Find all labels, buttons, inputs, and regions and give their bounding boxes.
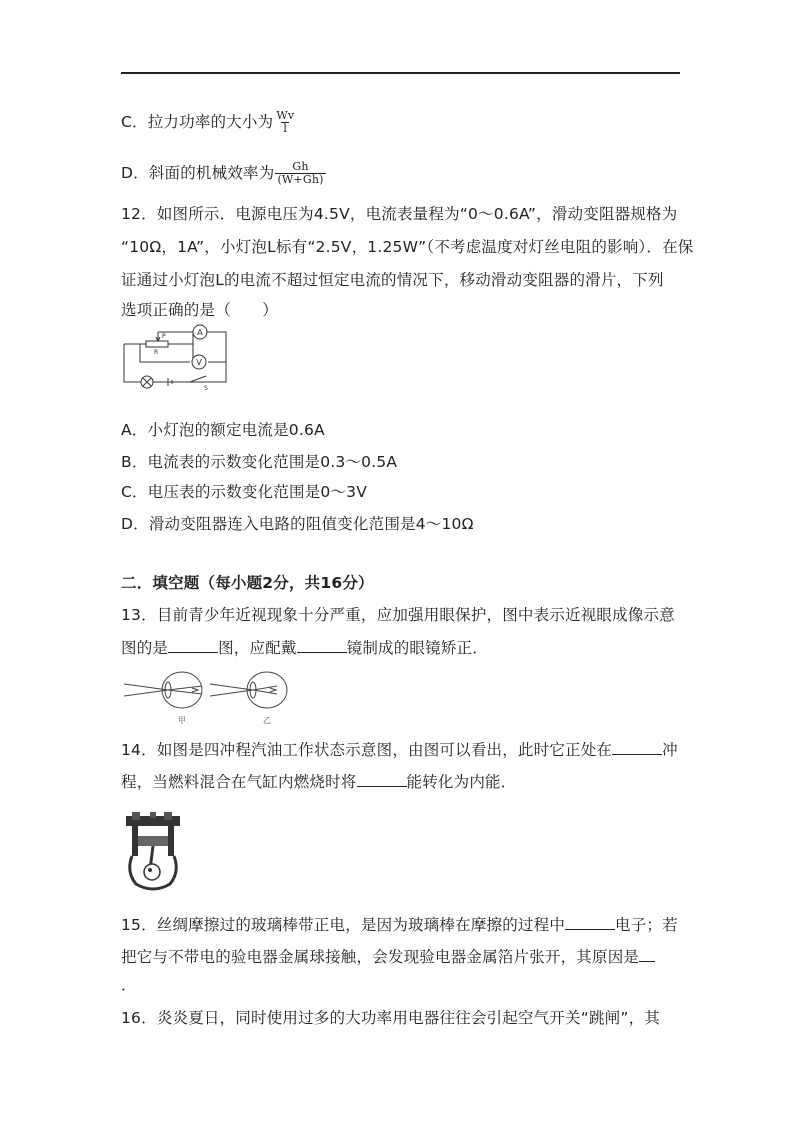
section-heading: 二．填空题（每小题2分，共16分） — [121, 574, 374, 592]
q12-option-d: D．滑动变阻器连入电路的阻值变化范围是4～10Ω — [121, 515, 474, 533]
q12-option-a: A．小灯泡的额定电流是0.6A — [121, 421, 325, 439]
text: 电子；若 — [615, 916, 678, 934]
option-text: C．拉力功率的大小为 — [121, 113, 274, 131]
q14-line-2 — [121, 772, 516, 792]
fraction — [275, 161, 325, 186]
answer-blank[interactable] — [639, 947, 655, 962]
ammeter-label: A — [197, 328, 203, 337]
q12-line-3: 证通过小灯泡L的电流不超过恒定电流的情况下，移动滑动变阻器的滑片，下列 — [121, 271, 664, 289]
eye-diagrams — [122, 668, 307, 728]
q16-line-1: 16．炎炎夏日，同时使用过多的大功率用电器往往会引起空气开关“跳闸”，其 — [121, 1009, 660, 1027]
text: 程，当燃料混合在气缸内燃烧时将 — [121, 773, 357, 791]
voltmeter-label: V — [196, 358, 202, 367]
text: 把它与不带电的验电器金属球接触，会发现验电器金属箔片张开，其原因是 — [121, 948, 640, 966]
slider-label: P — [162, 333, 166, 340]
answer-blank[interactable] — [565, 915, 615, 930]
fraction-denominator: l — [283, 122, 288, 135]
q12-option-b: B．电流表的示数变化范围是0.3～0.5A — [121, 453, 398, 471]
answer-blank[interactable] — [168, 638, 218, 653]
q15-line-1 — [121, 915, 678, 935]
q13-line-2 — [121, 638, 488, 658]
text: 冲 — [662, 741, 678, 759]
q12-option-c: C．电压表的示数变化范围是0～3V — [121, 483, 368, 501]
text: 14．如图是四冲程汽油工作状态示意图，由图可以看出，此时它正处在 — [121, 741, 613, 759]
q14-line-1 — [121, 740, 678, 760]
q15-line-3: ． — [121, 976, 137, 994]
text: 镜制成的眼镜矫正． — [346, 639, 488, 657]
text: 15．丝绸摩擦过的玻璃棒带正电，是因为玻璃棒在摩擦的过程中 — [121, 916, 566, 934]
fraction — [274, 110, 296, 135]
q11-option-d — [121, 161, 326, 186]
figure-label-right: 乙 — [263, 716, 271, 725]
rheostat-label: R — [154, 349, 159, 356]
answer-blank[interactable] — [297, 638, 347, 653]
circuit-diagram — [118, 324, 238, 392]
switch-label: S — [204, 385, 208, 392]
option-text: D．斜面的机械效率为 — [121, 164, 275, 182]
q12-line-4: 选项正确的是（ ） — [121, 301, 279, 319]
fraction-denominator: (W+Gh) — [277, 173, 324, 186]
text: 能转化为内能． — [406, 773, 517, 791]
figure-label-left: 甲 — [178, 716, 186, 725]
header-rule — [121, 72, 680, 74]
text: 图，应配戴 — [218, 639, 297, 657]
q11-option-c — [121, 110, 296, 135]
q12-line-2: “10Ω，1A”，小灯泡L标有“2.5V，1.25W”（不考虑温度对灯丝电阻的影响）．在保 — [121, 238, 694, 256]
answer-blank[interactable] — [612, 740, 662, 755]
fraction-numerator: Gh — [292, 160, 309, 173]
answer-blank[interactable] — [357, 772, 407, 787]
q13-line-1: 13．目前青少年近视现象十分严重，应加强用眼保护，图中表示近视眼成像示意 — [121, 606, 675, 624]
q12-line-1: 12．如图所示．电源电压为4.5V，电流表量程为“0～0.6A”，滑动变阻器规格为 — [121, 205, 678, 223]
fraction-numerator: Wv — [276, 109, 295, 122]
text: 图的是 — [121, 639, 169, 657]
q15-line-2 — [121, 947, 655, 967]
engine-diagram — [122, 812, 184, 892]
